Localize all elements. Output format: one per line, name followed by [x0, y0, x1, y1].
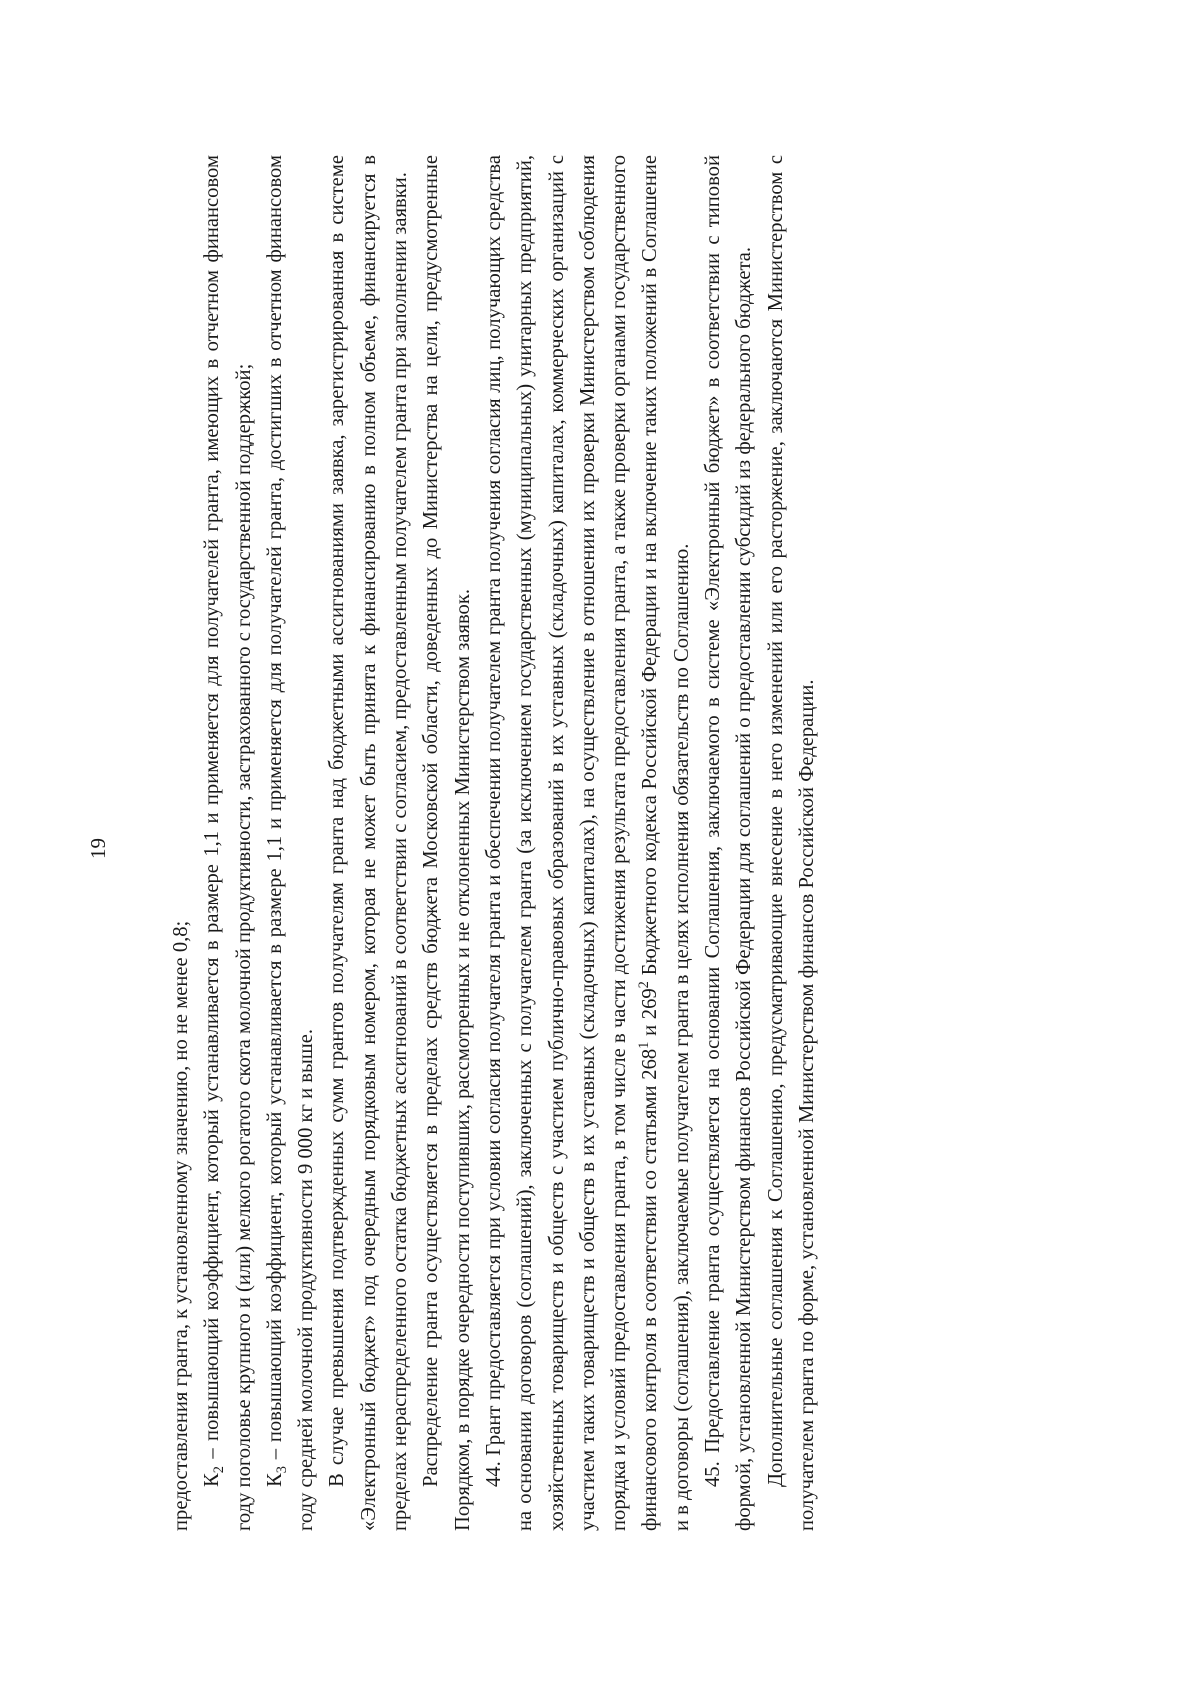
- paragraph-k2: [197, 155, 260, 1531]
- k3-symbol: $К_3$: [263, 1466, 290, 1487]
- paragraph-continuation: предоставления гранта, к установленному значению, но не менее 0,8;: [170, 920, 192, 1531]
- paragraph-distribution: Распределение гранта осуществляется в пределах средств бюджета Московской области, доведенных до Министерства на цели, предусмотренные Порядком, в порядке очередности поступивших, рассмотренных и не отклоненных Министерством заявок.: [420, 155, 474, 1531]
- k2-symbol: $К_2$: [201, 1466, 228, 1487]
- paragraph-44: 44. Грант предоставляется при условии согласия получателя гранта и обеспечении получателем гранта получения согласия лиц, получающих средства на основании договоров (соглашений), заключенных с получателем гранта (за исключением государственных (муниципальных) унитарных предприятий, хозяйственных товариществ и обществ с участием публично-правовых образований в их уставных (складочных) капиталах, коммерческих организаций с участием таких товариществ и обществ в их уставных (складочных) капиталах), на осуществление в отношении их проверки Министерством соблюдения порядка и условий предоставления гранта, в том числе в части достижения результата предоставления гранта, а также проверки органами государственного финансового контроля в соответствии со статьями $268^1$ и $269^2$ Бюджетного кодекса Российской Федерации и на включение таких положений в Соглашение и в договоры (соглашения), заключаемые получателем гранта в целях исполнения обязательств по Соглашению.: [482, 155, 693, 1531]
- page-number: 19: [86, 838, 110, 859]
- paragraph-excess-amounts: В случае превышения подтвержденных сумм грантов получателям гранта над бюджетными ассигнованиями заявка, зарегистрированная в системе «Электронный бюджет» под очередным порядковым номером, которая не может быть принята к финансированию в полном объеме, финансируется в пределах нераспределенного остатка бюджетных ассигнований в соответствии с согласием, предоставленным получателем гранта при заполнении заявки.: [326, 155, 412, 1531]
- paragraph-45: 45. Предоставление гранта осуществляется на основании Соглашения, заключаемого в системе «Электронный бюджет» в соответствии с типовой формой, установленной Министерством финансов Российской Федерации для соглашений о предоставлении субсидий из федерального бюджета.: [702, 155, 756, 1531]
- paragraph-additional-agreements: Дополнительные соглашения к Соглашению, предусматривающие внесение в него изменений или его расторжение, заключаются Министерством с получателем гранта по форме, установленной Министерством финансов Российской Федерации.: [764, 155, 818, 1531]
- k3-text: – повышающий коэффициент, который устанавливается в размере 1,1 и применяется для получателей гранта, достигших в отчетном финансовом году средней молочной продуктивности 9 000 кг и выше.: [263, 155, 318, 1531]
- k2-text: – повышающий коэффициент, который устанавливается в размере 1,1 и применяется для получателей гранта, имеющих в отчетном финансовом году поголовье крупного и (или) мелкого рогатого скота молочной продуктивности, застрахованного с государственной поддержкой;: [201, 155, 255, 1531]
- document-body: [166, 155, 823, 1531]
- paragraph-k3: [260, 155, 323, 1531]
